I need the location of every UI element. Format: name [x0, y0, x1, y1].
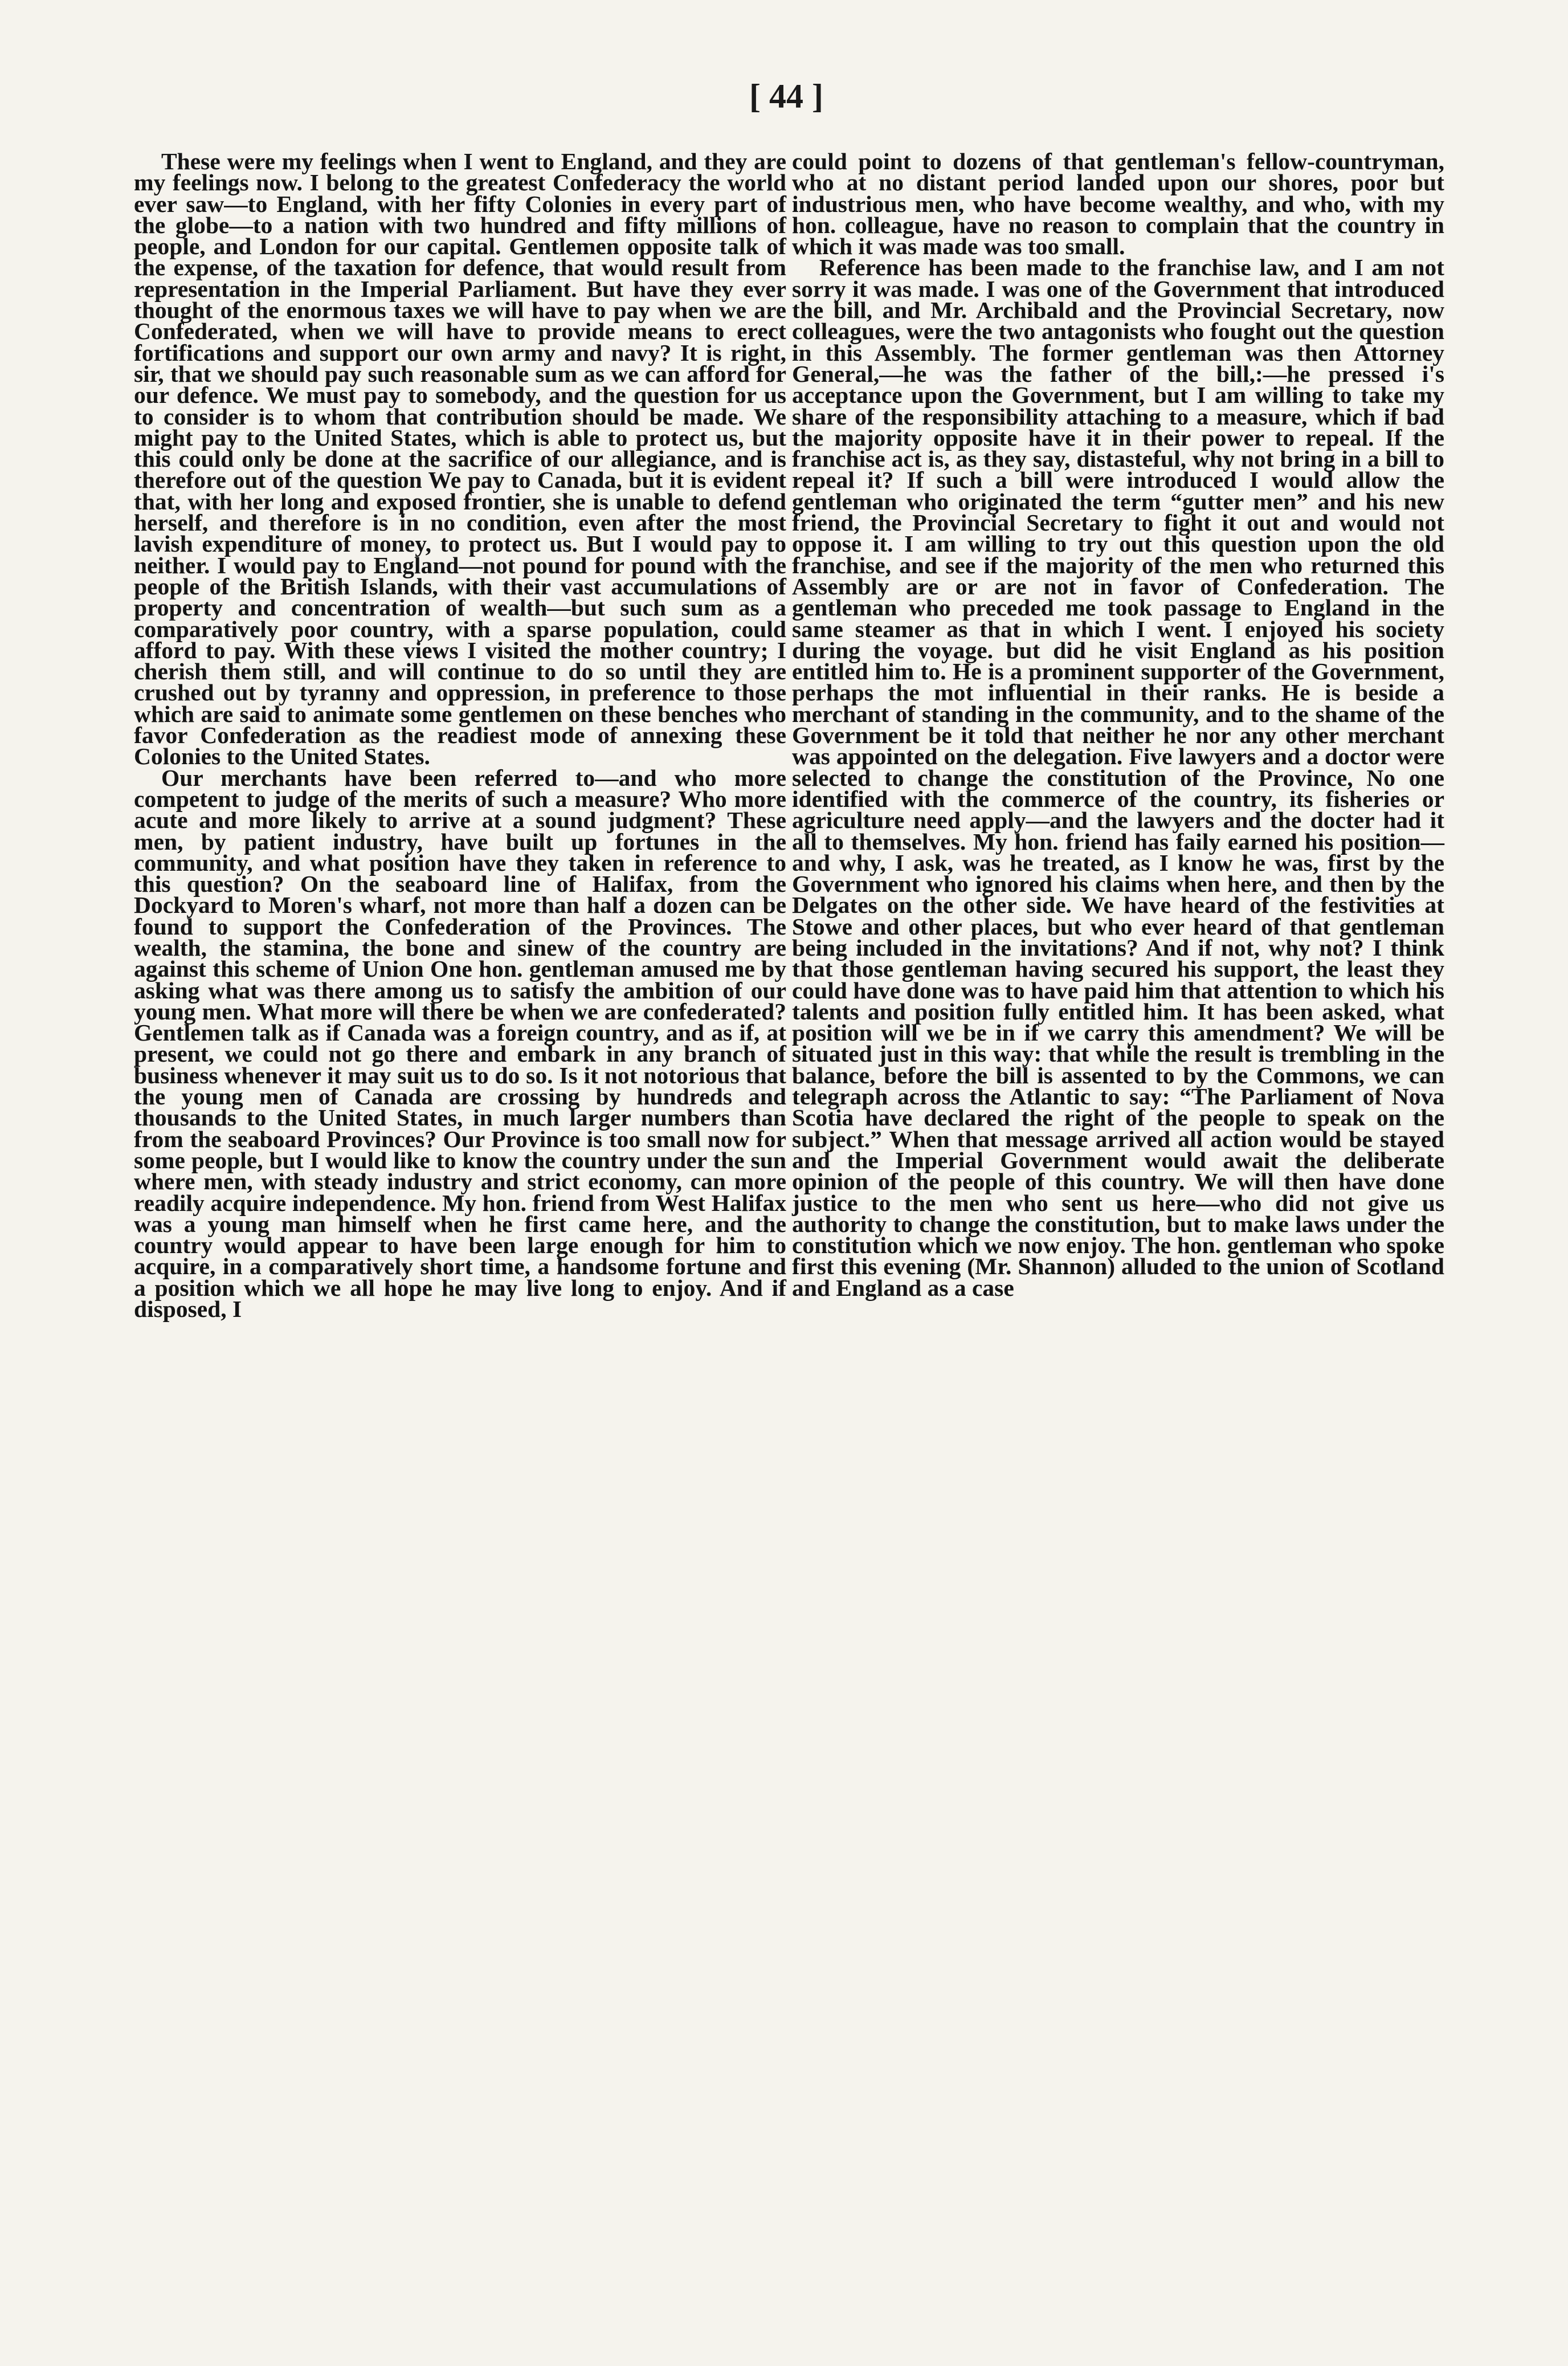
paragraph: Reference has been made to the franchise law, and I am not sorry it was made. I was one of the Government that introduced the bill, and Mr. Archibald and the Provincial Secretary, now colleagues, were the two antagonists who fought out the question in this Assembly. The former gentleman was then Attorney General,—he was the father of the bill,:—he pressed i's acceptance upon the Government, but I am willing to take my share of the responsibility attaching to a measure, which if bad the majority opposite have it in their power to repeal. If the franchise act is, as they say, distasteful, why not bring in a bill to repeal it? If such a bill were introduced I would allow the gentleman who originated the term “gutter men” and his new friend, the Provincial Secretary to fight it out and would not oppose it. I am willing to try out this question upon the old franchise, and see if the majority of the men who returned this Assembly are or are not in favor of Confederation. The gentleman who preceded me took passage to England in the same steamer as that in which I went. I enjoyed his society during the voyage. but did he visit England as his position entitled him to. He is a prominent supporter of the Government, perhaps the mot influential in their ranks. He is beside a merchant of standing in the community, and to the shame of the Government be it told that neither he nor any other merchant was appointed on the delegation. Five lawyers and a doctor were selected to change the constitution of the Province, No one identified with the commerce of the country, its fisheries or agriculture need apply—and the lawyers and the docter had it all to themselves. My hon. friend has faily earned his position—and why, I ask, was he treated, as I know he was, first by the Government who ignored his claims when here, and then by the Delgates on the other side. We have heard of the festivities at Stowe and other places, but who ever heard of that gentleman being included in the invitations? And if not, why not? I think that those gentleman having secured his support, the least they could have done was to have paid him that attention to which his talents and position fully entitled him. It has been asked, what position will we be in if we carry this amendment? We will be situated just in this way: that while the result is trembling in the balance, before the bill is assented to by the Commons, we can telegraph across the Atlantic to say: “The Parliament of Nova Scotia have declared the right of the people to speak on the subject.” When that message arrived all action would be stayed and the Imperial Government would await the deliberate opinion of the people of this country. We will then have done justice to the men who sent us here—who did not give us authority to change the constitution, but to make laws under the constitution which we now enjoy. The hon. gentleman who spoke first this evening (Mr. Shannon) alluded to the union of Scotland and England as a case	[792, 254, 1444, 1301]
paragraph: These were my feelings when I went to England, and they are my feelings now. I belong to the greatest Confederacy the world ever saw—to England, with her fifty Colonies in every part of the globe—to a nation with two hundred and fifty millions of people, and London for our capital. Gentlemen opposite talk of the expense, of the taxation for defence, that would result from representation in the Imperial Parliament. But have they ever thought of the enormous taxes we will have to pay when we are Confederated, when we will have to provide means to erect fortifications and support our own army and navy? It is right, sir, that we should pay such reasonable sum as we can afford for our defence. We must pay to somebody, and the question for us to consider is to whom that contribution should be made. We might pay to the United States, which is able to protect us, but this could only be done at the sacrifice of our allegiance, and is therefore out of the question We pay to Canada, but it is evident that, with her long and exposed frontier, she is unable to defend herself, and therefore is in no condition, even after the most lavish expenditure of money, to protect us. But I would pay to neither. I would pay to England—not pound for pound with the people of the British Islands, with their vast accumulations of property and concentration of wealth—but such sum as a comparatively poor country, with a sparse population, could afford to pay. With these views I visited the mother country; I cherish them still, and will continue to do so until they are crushed out by tyranny and oppression, in preference to those which are said to animate some gentlemen on these benches who favor Confederation as the readiest mode of annexing these Colonies to the United States.	[134, 148, 786, 770]
paragraph: Our merchants have been referred to—and who more competent to judge of the merits of such a measure? Who more acute and more likely to arrive at a sound judgment? These men, by patient industry, have built up fortunes in the community, and what position have they taken in reference to this question? On the seaboard line of Halifax, from the Dockyard to Moren's wharf, not more than half a dozen can be found to support the Confederation of the Provinces. The wealth, the stamina, the bone and sinew of the country are against this scheme of Union One hon. gentleman amused me by asking what was there among us to satisfy the ambition of our young men. What more will there be when we are confederated? Gentlemen talk as if Canada was a foreign country, and as if, at present, we could not go there and embark in any branch of business whenever it may suit us to do so. Is it not notorious that the young men of Canada are crossing by hundreds and thousands to the United States, in much larger numbers than from the seaboard Provinces? Our Province is too small now for some people, but I would like to know the country under the sun where men, with steady industry and strict economy, can more readily acquire independence. My hon. friend from West Halifax was a young man himself when he first came here, and the country would appear to have been large enough for him to acquire, in a comparatively short time, a handsome fortune and a position which we all hope he may live long to enjoy. And if disposed, I	[134, 764, 786, 1323]
paragraph-continued: could point to dozens of that gentleman's fellow-countryman, who at no distant period landed upon our shores, poor but industrious men, who have become wealthy, and who, with my hon. colleague, have no reason to complain that the country in which it was made was too small.	[792, 148, 1444, 260]
page-number: [ 44 ]	[749, 77, 823, 115]
right-column	[792, 148, 1444, 1301]
left-column	[134, 148, 786, 1323]
